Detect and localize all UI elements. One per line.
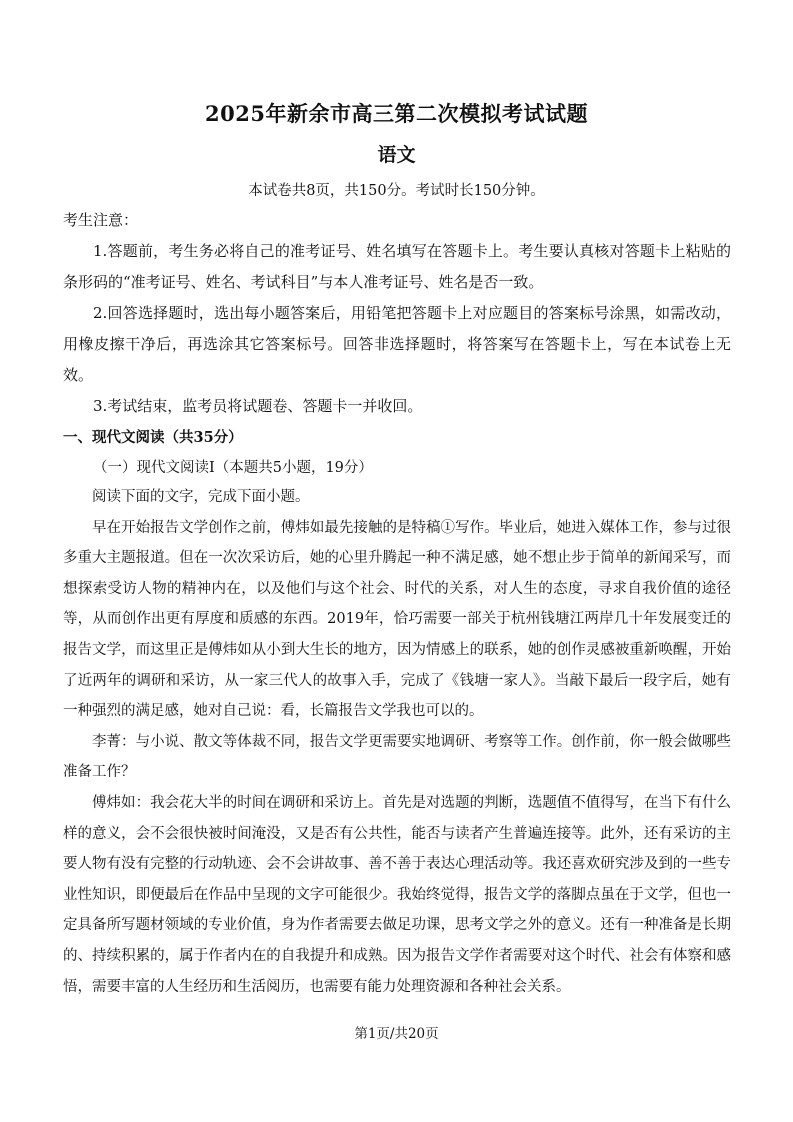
section-heading: 一、现代文阅读（共35分）	[63, 429, 243, 446]
page-number: 第1页/共20页	[354, 1026, 439, 1042]
reading-passage	[63, 482, 731, 1002]
exam-subject: 语文	[377, 144, 416, 166]
reading-instruction: 阅读下面的文字，完成下面小题。	[92, 489, 310, 505]
notice-label: 考生注意：	[63, 211, 139, 229]
reading-paragraph-2: 李菁：与小说、散文等体裁不同，报告文学更需要实地调研、考察等工作。创作前，你一般会做哪些准备工作？	[63, 733, 731, 781]
reading-paragraph-3: 傅炜如：我会花大半的时间在调研和采访上。首先是对选题的判断，选题值不值得写，在当下有什么样的意义，会不会很快被时间淹没，又是否有公共性，能否与读者产生普遍连接等。此外，还有采访的主要人物有没有完整的行动轨迹、会不会讲故事、善不善于表达心理活动等。我还喜欢研究涉及到的一些专业性知识，即便最后在作品中呈现的文字可能很少。我始终觉得，报告文学的落脚点虽在于文学，但也一定具备所写题材领域的专业价值，身为作者需要去做足功课，思考文学之外的意义。还有一种准备是长期的、持续积累的，属于作者内在的自我提升和成熟。因为报告文学作者需要对这个时代、社会有体察和感悟，需要丰富的人生经历和生活阅历，也需要有能力处理资源和各种社会关系。	[63, 794, 731, 995]
exam-title: 2025年新余市高三第二次模拟考试试题	[205, 101, 588, 126]
notice-section	[63, 205, 731, 484]
section-subheading: （一）现代文阅读Ⅰ（本题共5小题，19分）	[93, 460, 373, 476]
notice-item-3: 3.考试结束，监考员将试题卷、答题卡一并收回。	[93, 397, 423, 415]
exam-info: 本试卷共8页，共150分。考试时长150分钟。	[248, 183, 545, 199]
reading-paragraph-1: 早在开始报告文学创作之前，傅炜如最先接触的是特稿①写作。毕业后，她进入媒体工作，参与过很多重大主题报道。但在一次次采访后，她的心里升腾起一种不满足感，她不想止步于简单的新闻采写，而想探索受访人物的精神内在，以及他们与这个社会、时代的关系，对人生的态度，寻求自我价值的途径等，从而创作出更有厚度和质感的东西。2019年，恰巧需要一部关于杭州钱塘江两岸几十年发展变迁的报告文学，而这里正是傅炜如从小到大生长的地方，因为情感上的联系，她的创作灵感被重新唤醒，开始了近两年的调研和采访，从一家三代人的故事入手，完成了《钱塘一家人》。当敲下最后一段字后，她有一种强烈的满足感，她对自己说：看，长篇报告文学我也可以的。	[63, 519, 731, 720]
notice-item-1: 1.答题前，考生务必将自己的准考证号、姓名填写在答题卡上。考生要认真核对答题卡上粘贴的条形码的“准考证号、姓名、考试科目”与本人准考证号、姓名是否一致。	[63, 242, 731, 291]
notice-item-2: 2.回答选择题时，选出每小题答案后，用铅笔把答题卡上对应题目的答案标号涂黑，如需改动，用橡皮擦干净后，再选涂其它答案标号。回答非选择题时，将答案写在答题卡上，写在本试卷上无效。	[63, 304, 731, 384]
